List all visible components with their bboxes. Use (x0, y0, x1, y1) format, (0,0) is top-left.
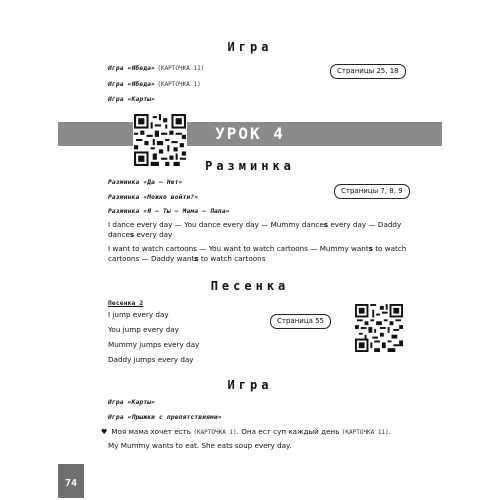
warmup-heading: Разминка (205, 159, 295, 173)
game-heading-1: Игра (227, 40, 273, 54)
game-heading-2: Игра (227, 378, 273, 392)
game-item-2: Игра «Ябеда» (КАРТОЧКА 1) (108, 81, 201, 88)
game-item-1: Игра «Ябеда» (КАРТОЧКА 11) (108, 65, 205, 72)
pages-reference-1: Страницы 25, 18 (330, 64, 406, 79)
heart-icon: ♥ (101, 428, 108, 436)
game-sentence-en: My Mummy wants to eat. She eats soup every day. (108, 441, 292, 450)
warmup-item-2: Разминка «Можно войти?» (108, 194, 199, 201)
game-sentence-ru: ♥ Моя мама хочет есть (КАРТОЧКА 1). Она ест суп каждый день (КАРТОЧКА 11). (101, 427, 392, 436)
pages-reference-2: Страницы 7, 8, 9 (334, 184, 410, 199)
song-line-4: Daddy jumps every day (108, 355, 194, 364)
lesson-title: УРОК 4 (215, 124, 285, 143)
game-item-3: Игра «Карты» (108, 96, 156, 103)
qr-code-song-icon (355, 304, 403, 352)
warmup-sentence-2: I want to watch cartoons — You want to watch cartoons — Mummy wants to watch cartoons — Daddy wants to watch cartoons (108, 244, 407, 263)
song-line-1: I jump every day (108, 310, 169, 319)
page-number: 74 (58, 464, 84, 498)
warmup-item-1: Разминка «Да — Нет» (108, 179, 183, 186)
qr-code-song[interactable] (354, 303, 404, 353)
game-item-4: Игра «Карты» (108, 399, 156, 406)
pages-reference-3: Страница 55 (270, 314, 331, 329)
song-heading: Песенка (210, 279, 290, 293)
song-label: Песенка 2 (108, 300, 144, 307)
warmup-sentence-1: I dance every day — You dance every day — Mummy dances every day — Daddy dances every day (108, 220, 402, 239)
song-line-2: You jump every day (108, 325, 179, 334)
song-line-3: Mummy jumps every day (108, 340, 200, 349)
warmup-item-3: Разминка «Я — Ты — Мама — Папа» (108, 208, 230, 215)
game-item-5: Игра «Прыжки с препятствиями» (108, 414, 222, 421)
